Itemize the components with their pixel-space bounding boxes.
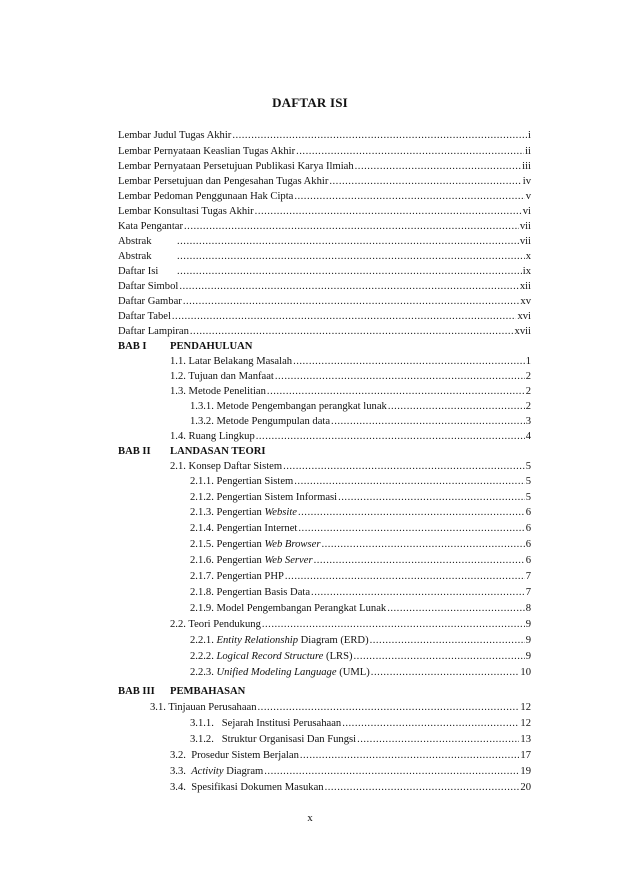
toc-subsection: 1.3.2. Metode Pengumpulan data ..... 3	[190, 414, 531, 429]
toc-subsection: 2.2.3. Unified Modeling Language (UML) ..... 10	[190, 665, 531, 680]
toc-entry: Lembar Konsultasi Tugas Akhir ..... vi	[118, 204, 531, 219]
toc-entry: Lembar Pedoman Penggunaan Hak Cipta ..... v	[118, 189, 531, 204]
toc-entry: Kata Pengantar ..... vii	[118, 219, 531, 234]
toc-section: 1.2. Tujuan dan Manfaat ..... 2	[170, 369, 531, 384]
toc-entry: Lembar Persetujuan dan Pengesahan Tugas Akhir ..... iv	[118, 174, 531, 189]
toc-section: 1.1. Latar Belakang Masalah ..... 1	[170, 354, 531, 369]
toc-subsection: 3.1.2. Struktur Organisasi Dan Fungsi ..... 13	[190, 732, 531, 747]
chapter-heading: BAB III PEMBAHASAN	[118, 686, 246, 697]
toc-subsection: 2.2.1. Entity Relationship Diagram (ERD) ..... 9	[190, 633, 531, 648]
toc-subsection: 2.1.1. Pengertian Sistem ..... 5	[190, 474, 531, 489]
toc-entry: Daftar Tabel ..... xvi	[118, 309, 531, 324]
toc-section: 3.2. Prosedur Sistem Berjalan ..... 17	[170, 748, 531, 763]
toc-entry: Lembar Pernyataan Persetujuan Publikasi Karya Ilmiah ..... iii	[118, 159, 531, 174]
toc-subsection: 2.1.5. Pengertian Web Browser ..... 6	[190, 537, 531, 552]
toc-subsection: 2.1.9. Model Pengembangan Perangkat Lunak ..... 8	[190, 601, 531, 616]
toc-subsection: 2.1.3. Pengertian Website ..... 6	[190, 505, 531, 520]
toc-entry: Daftar Isi ..... ix	[118, 264, 531, 279]
toc-section: 3.3. Activity Diagram ..... 19	[170, 764, 531, 779]
toc-section: 1.4. Ruang Lingkup ..... 4	[170, 429, 531, 444]
toc-subsection: 2.1.4. Pengertian Internet ..... 6	[190, 521, 531, 536]
chapter-heading: BAB II LANDASAN TEORI	[118, 446, 266, 457]
toc-subsection: 2.1.7. Pengertian PHP ..... 7	[190, 569, 531, 584]
toc-entry: Lembar Pernyataan Keaslian Tugas Akhir ..... ii	[118, 144, 531, 159]
toc-entry: Daftar Lampiran ..... xvii	[118, 324, 531, 339]
page-number: x	[307, 813, 313, 824]
toc-section: 2.2. Teori Pendukung ..... 9	[170, 617, 531, 632]
toc-subsection: 3.1.1. Sejarah Institusi Perusahaan ..... 12	[190, 716, 531, 731]
toc-entry: Abstrak ..... vii	[118, 234, 531, 249]
toc-entry: Lembar Judul Tugas Akhir ..... i	[118, 128, 531, 143]
toc-subsection: 2.1.8. Pengertian Basis Data ..... 7	[190, 585, 531, 600]
toc-subsection: 2.1.6. Pengertian Web Server ..... 6	[190, 553, 531, 568]
toc-subsection: 2.2.2. Logical Record Structure (LRS) ..... 9	[190, 649, 531, 664]
toc-section: 3.4. Spesifikasi Dokumen Masukan ..... 20	[170, 780, 531, 795]
toc-section: 2.1. Konsep Daftar Sistem ..... 5	[170, 459, 531, 474]
toc-entry: Abstrak ..... x	[118, 249, 531, 264]
toc-entry: Daftar Gambar ..... xv	[118, 294, 531, 309]
toc-section: 3.1. Tinjauan Perusahaan ..... 12	[150, 700, 531, 715]
chapter-heading: BAB I PENDAHULUAN	[118, 341, 253, 352]
page-title: DAFTAR ISI	[272, 95, 348, 110]
toc-section: 1.3. Metode Penelitian ..... 2	[170, 384, 531, 399]
toc-entry: Daftar Simbol ..... xii	[118, 279, 531, 294]
toc-subsection: 2.1.2. Pengertian Sistem Informasi ..... 5	[190, 490, 531, 505]
toc-subsection: 1.3.1. Metode Pengembangan perangkat lunak ..... 2	[190, 399, 531, 414]
